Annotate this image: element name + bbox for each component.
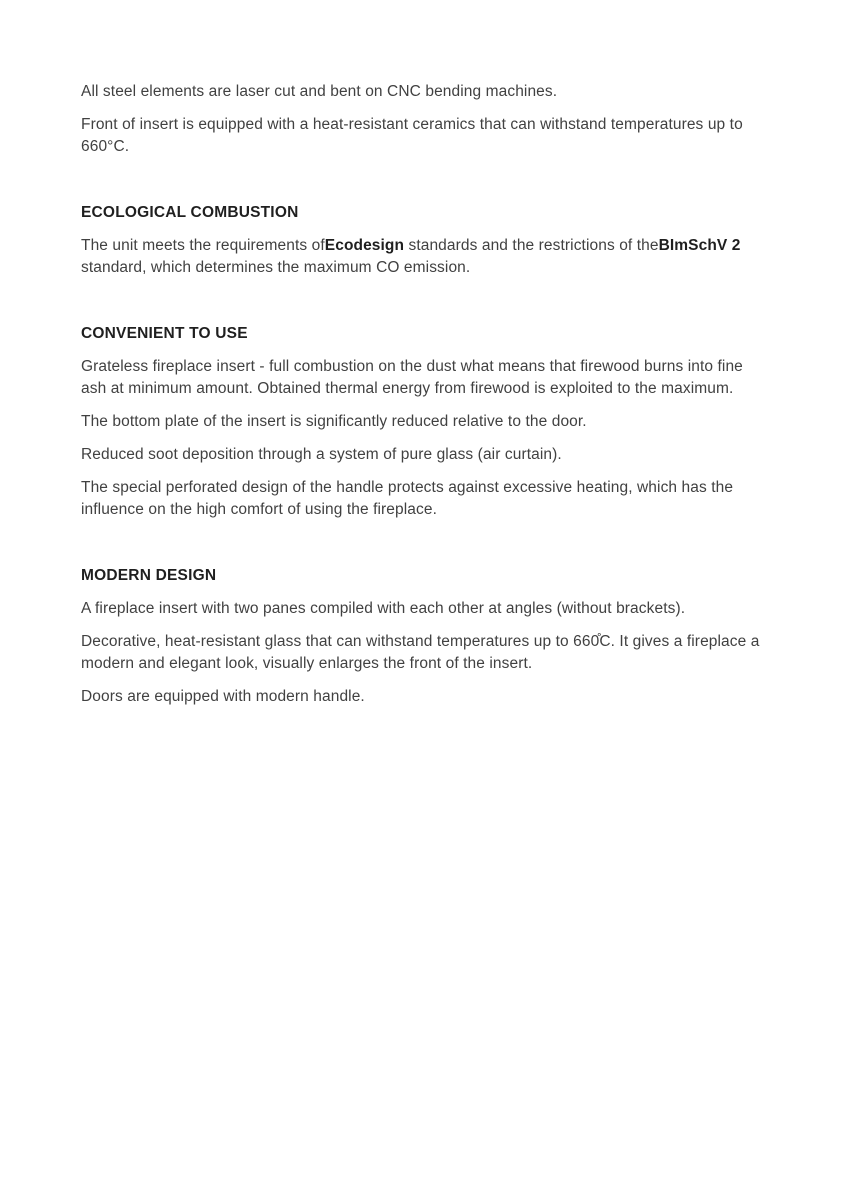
- text-run: The unit meets the requirements of: [81, 237, 325, 254]
- bold-text-run: BImSchV 2: [658, 237, 741, 254]
- text-run: Doors are equipped with modern handle.: [81, 688, 365, 705]
- section-heading-convenient-to-use: [81, 323, 768, 345]
- intro-paragraph-ceramics: [81, 114, 768, 158]
- text-run: A fireplace insert with two panes compiled with each other at angles (without brackets).: [81, 600, 686, 617]
- text-run: The special perforated design of the handle protects against excessive heating, which has the influence on the high comfort of using the fireplace.: [81, 479, 734, 518]
- text-run: Reduced soot deposition through a system of pure glass (air curtain).: [81, 446, 562, 463]
- intro-paragraph-steel: [81, 81, 768, 103]
- paragraph-ecodesign-standards: [81, 235, 768, 279]
- paragraph-soot-deposition: [81, 444, 768, 466]
- text-run: standards and the restrictions of the: [404, 237, 659, 254]
- text-run: All steel elements are laser cut and bent on CNC bending machines.: [81, 83, 558, 100]
- section-heading-modern-design: [81, 565, 768, 587]
- bold-text-run: Ecodesign: [324, 237, 405, 254]
- text-run: CONVENIENT TO USE: [81, 325, 248, 342]
- text-run: The bottom plate of the insert is significantly reduced relative to the door.: [81, 413, 587, 430]
- section-heading-ecological-combustion: [81, 202, 768, 224]
- text-run: Grateless fireplace insert - full combustion on the dust what means that firewood burns into fine ash at minimum amount. Obtained thermal energy from firewood is exploited to the maximum.: [81, 358, 743, 397]
- paragraph-perforated-handle: [81, 477, 768, 521]
- paragraph-modern-handle: [81, 686, 768, 708]
- text-run: Decorative, heat-resistant glass that can withstand temperatures up to 660̊C. It gives a fireplace a modern and elegant look, visually enlarges the front of the insert.: [81, 633, 760, 672]
- paragraph-grateless-insert: [81, 356, 768, 400]
- text-run: MODERN DESIGN: [81, 567, 217, 584]
- text-run: standard, which determines the maximum CO emission.: [81, 259, 471, 276]
- text-run: ECOLOGICAL COMBUSTION: [81, 204, 299, 221]
- paragraph-decorative-glass: [81, 631, 768, 675]
- text-run: Front of insert is equipped with a heat-resistant ceramics that can withstand temperatures up to 660°C.: [81, 116, 743, 155]
- paragraph-bottom-plate: [81, 411, 768, 433]
- paragraph-two-panes: [81, 598, 768, 620]
